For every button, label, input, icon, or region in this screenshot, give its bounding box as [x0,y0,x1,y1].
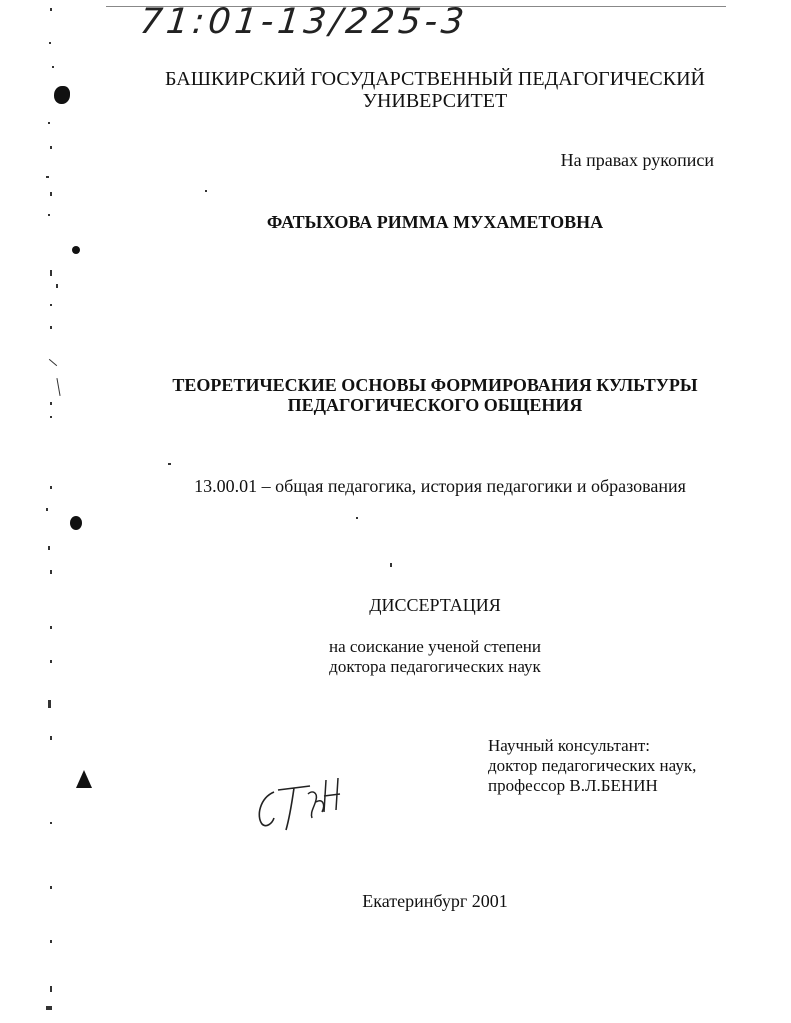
consultant-name: профессор В.Л.БЕНИН [488,776,658,795]
dissertation-title [150,375,720,415]
city-and-year: Екатеринбург 2001 [362,891,508,911]
degree-line-1: на соискание ученой степени [328,637,542,656]
scan-speck [205,190,207,192]
title-line-2: ПЕДАГОГИЧЕСКОГО ОБЩЕНИЯ [287,395,583,415]
signature [252,772,362,832]
title-line-1: ТЕОРЕТИЧЕСКИЕ ОСНОВЫ ФОРМИРОВАНИЯ КУЛЬТУРЫ [172,375,698,395]
scan-speck [168,463,171,465]
scientific-consultant [488,736,696,796]
scan-speck [390,563,392,567]
university-line-2: УНИВЕРСИТЕТ [362,90,508,112]
archive-code: 71:01-13/225-3 [137,2,470,42]
specialty: 13.00.01 – общая педагогика, история педагогики и образования [194,476,686,496]
scan-margin-marks [36,0,96,1023]
scan-speck [356,517,358,519]
manuscript-note: На правах рукописи [560,150,714,170]
document-type: ДИССЕРТАЦИЯ [369,595,501,615]
consultant-degree: доктор педагогических наук, [488,756,697,775]
university-name [150,68,720,112]
author-name: ФАТЫХОВА РИММА МУХАМЕТОВНА [266,212,604,232]
degree-line-2: доктора педагогических наук [329,657,541,676]
university-line-1: БАШКИРСКИЙ ГОСУДАРСТВЕННЫЙ ПЕДАГОГИЧЕСКИЙ [165,68,705,90]
degree-sought [150,637,720,677]
consultant-label: Научный консультант: [488,736,650,755]
